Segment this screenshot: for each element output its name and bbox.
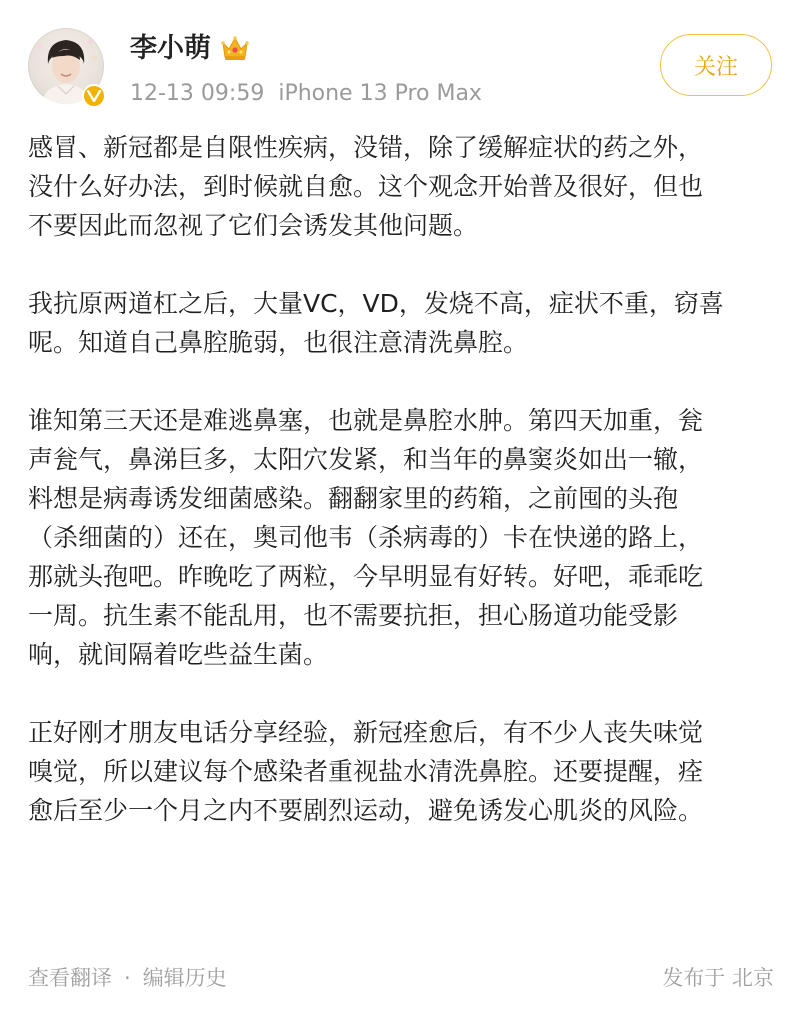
post-body	[28, 128, 774, 830]
edit-history-link[interactable]: 编辑历史	[142, 966, 227, 990]
post-paragraph: 谁知第三天还是难逃鼻塞，也就是鼻腔水肿。第四天加重，瓮 声瓮气，鼻涕巨多，太阳穴发紧，和当年的鼻窦炎如出一辙， 料想是病毒诱发细菌感染。翻翻家里的药箱，之前囤的头孢 （杀细菌的）还在，奥司他韦（杀病毒的）卡在快递的路上， 那就头孢吧。昨晚吃了两粒，今早明显有好转。好吧，乖乖吃 一周。抗生素不能乱用，也不需要抗拒，担心肠道功能受影 响，就间隔着吃些益生菌。	[28, 406, 704, 669]
post-paragraph: 正好刚才朋友电话分享经验，新冠痊愈后，有不少人丧失味觉 嗅觉，所以建议每个感染者重视盐水清洗鼻腔。还要提醒，痊 愈后至少一个月之内不要剧烈运动，避免诱发心肌炎的风险。	[28, 718, 704, 825]
post-meta	[130, 80, 482, 108]
verified-badge-icon	[82, 84, 106, 108]
post-header	[0, 0, 800, 130]
post-footer	[28, 961, 774, 995]
footer-actions	[28, 961, 227, 995]
post-device: iPhone 13 Pro Max	[278, 81, 482, 106]
author-name[interactable]: 李小萌	[130, 33, 211, 64]
follow-button[interactable]: 关注	[660, 34, 772, 96]
post-paragraph: 感冒、新冠都是自限性疾病，没错，除了缓解症状的药之外， 没什么好办法，到时候就自愈。这个观念开始普及很好，但也 不要因此而忽视了它们会诱发其他问题。	[28, 133, 704, 240]
post-location: 发布于 北京	[662, 966, 774, 990]
translate-link[interactable]: 查看翻译	[28, 966, 112, 990]
post-timestamp: 12-13 09:59	[130, 81, 265, 106]
crown-icon[interactable]	[220, 34, 250, 62]
post-paragraph: 我抗原两道杠之后，大量VC，VD，发烧不高，症状不重，窃喜 呢。知道自己鼻腔脆弱，也很注意清洗鼻腔。	[28, 289, 724, 357]
footer-separator: ·	[124, 966, 131, 990]
